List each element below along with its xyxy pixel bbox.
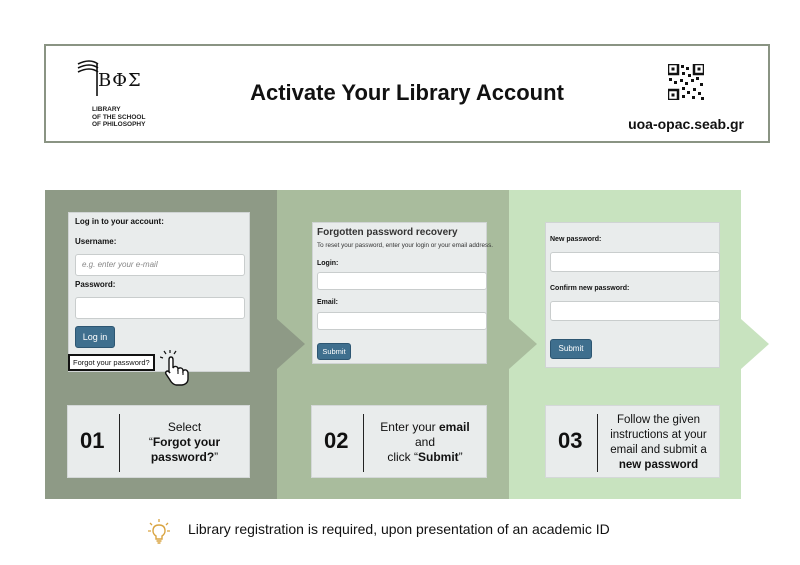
step-1-card [67,405,250,478]
login-button[interactable]: Log in [75,326,115,348]
step-arrow-3 [741,319,769,369]
new-password-label: New password: [550,236,602,243]
logo-letters: ΒΦΣ [98,70,142,91]
submit-button[interactable]: Submit [550,339,592,359]
step-instruction: Enter your email and click “Submit” [380,420,470,464]
page-title: Activate Your Library Account [250,80,564,105]
step-2-card [311,405,487,478]
step-number: 03 [558,428,583,453]
divider [597,414,598,472]
username-label: Username: [75,237,117,246]
password-input[interactable] [75,297,245,319]
login-label: Login: [317,260,339,267]
step-3-card [545,405,720,478]
step-instruction: Select “Forgot your password?” [148,420,221,464]
login-form [68,212,250,372]
new-password-input[interactable] [550,252,720,272]
step-arrow-1 [277,319,305,369]
login-input[interactable] [317,272,487,290]
step-number: 02 [324,428,349,453]
recovery-subtitle: To reset your password, enter your login or your email address. [317,242,494,249]
step-instruction: Follow the given instructions at your email and submit a new password [610,413,707,471]
header [44,44,770,143]
login-form-title: Log in to your account: [75,217,164,226]
submit-button[interactable]: Submit [317,343,351,360]
forgot-password-link[interactable]: Forgot your password? [68,354,155,371]
logo-caption: LIBRARY OF THE SCHOOL OF PHILOSOPHY [92,106,146,128]
password-recovery-form [312,222,494,364]
step-arrow-2 [509,319,537,369]
email-input[interactable] [317,312,487,330]
divider [119,414,120,472]
website-url: uoa-opac.seab.gr [628,116,744,132]
new-password-form [545,222,720,368]
divider [363,414,364,472]
qr-code-icon [668,64,704,100]
pointing-hand-icon [160,350,192,386]
username-input[interactable]: e.g. enter your e-mail [75,254,245,276]
email-label: Email: [317,299,339,306]
recovery-title: Forgotten password recovery [317,227,458,238]
confirm-password-input[interactable] [550,301,720,321]
registration-note: Library registration is required, upon presentation of an academic ID [188,521,610,537]
lightbulb-icon [148,519,170,545]
confirm-password-label: Confirm new password: [550,285,630,292]
step-number: 01 [80,428,105,453]
password-label: Password: [75,280,116,289]
